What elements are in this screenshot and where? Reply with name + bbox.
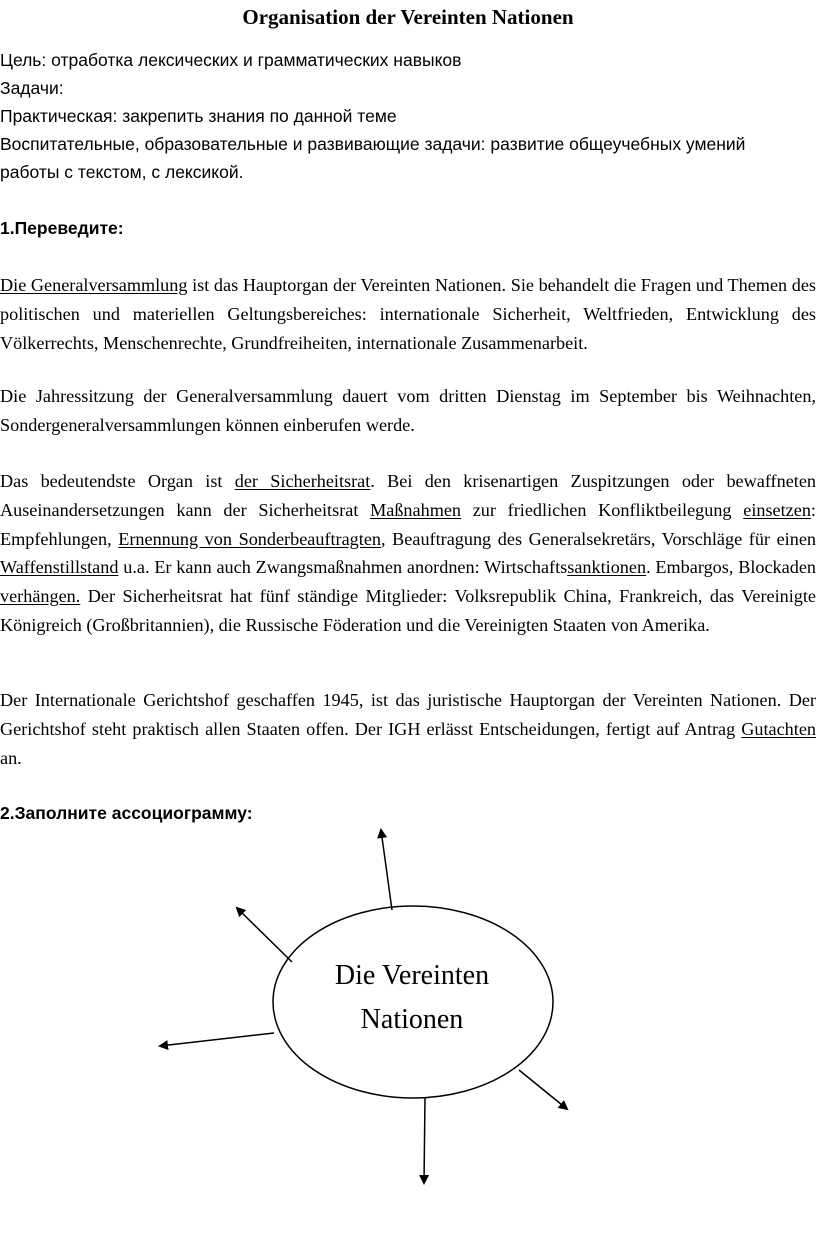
paragraph-text: : Empfehlungen, [0, 499, 816, 549]
underlined-term: Gutachten [741, 718, 816, 739]
underlined-term: Maßnahmen [370, 499, 462, 520]
paragraph-annual-session: Die Jahressitzung der Generalversammlung dauert vom dritten Dienstag im September bis Weihnachten, Sondergeneralversammlungen können einberufen werde. [0, 386, 816, 435]
educational-task-line1: Воспитательные, образовательные и развивающие задачи: развитие общеучебных умений [0, 134, 746, 154]
arrow-left [160, 1033, 274, 1046]
underlined-term: Waffenstillstand [0, 557, 119, 578]
underlined-term: der Sicherheitsrat [234, 471, 371, 491]
center-label-line1: Die Vereinten [334, 960, 490, 991]
arrow-bottom-right [519, 1070, 567, 1109]
paragraph-text: . Bei den krisenartigen Zuspitzungen oder bewaffneten Auseinandersetzungen kann der Sicherheitsrat [0, 471, 816, 520]
underlined-term: einsetzen [743, 499, 811, 520]
paragraph-text: Das bedeutendste Organ ist [0, 471, 235, 491]
tasks-label: Задачи: [0, 78, 64, 98]
paragraph-general-assembly [0, 271, 816, 357]
paragraph-text: Der Internationale Gerichtshof geschaffen 1945, ist das juristische Hauptorgan der Vereinten Nationen. Der Gerichtshof steht praktisch allen Staaten offen. Der IGH erlässt Entscheidungen, fertigt auf Antrag [0, 690, 816, 739]
paragraph-text: . Embargos, Blockaden [646, 557, 816, 578]
educational-task-line2: работы с текстом, с лексикой. [0, 162, 244, 182]
paragraph-security-council [0, 467, 816, 640]
underlined-term: Ernennung von Sonderbeauftragten [118, 528, 381, 549]
document-title: Organisation der Vereinten Nationen [242, 5, 574, 29]
paragraph-court-of-justice [0, 686, 816, 772]
underlined-term: sanktionen [567, 557, 647, 578]
exercise2-heading: 2.Заполните ассоциограмму: [0, 803, 253, 823]
center-ellipse [273, 906, 553, 1098]
paragraph-text: u.a. Er kann auch Zwangsmaßnahmen anordnen: Wirtschafts [118, 557, 568, 578]
goal-line: Цель: отработка лексических и грамматических навыков [0, 50, 462, 70]
exercise1-heading: 1.Переведите: [0, 218, 124, 238]
paragraph-text: an. [0, 747, 22, 768]
paragraph-text: zur friedlichen Konfliktbeilegung [461, 499, 744, 520]
underlined-term: Die Generalversammlung [0, 275, 188, 295]
association-diagram [0, 820, 816, 1243]
paragraph-text: , Beauftragung des Generalsekretärs, Vorschläge für einen [381, 528, 816, 549]
paragraph-text: Der Sicherheitsrat hat fünf ständige Mitglieder: Volksrepublik China, Frankreich, das Vereinigte Königreich (Großbritannien), die Russische Föderation und die Vereinigten Staaten von Amerika. [0, 586, 816, 635]
arrow-top [381, 830, 392, 910]
arrow-top-left [237, 908, 292, 962]
center-label-line2: Nationen [360, 1004, 464, 1035]
underlined-term: verhängen. [0, 586, 81, 607]
practical-task: Практическая: закрепить знания по данной теме [0, 106, 397, 126]
paragraph-text: ist das Hauptorgan der Vereinten Nationen. Sie behandelt die Fragen und Themen des politischen und materiellen Geltungsbereiches: internationale Sicherheit, Weltfrieden, Entwicklung des Völkerrechts, Menschenrechte, Grundfreiheiten, internationale Zusammenarbeit. [0, 275, 816, 353]
arrow-bottom [424, 1098, 425, 1183]
